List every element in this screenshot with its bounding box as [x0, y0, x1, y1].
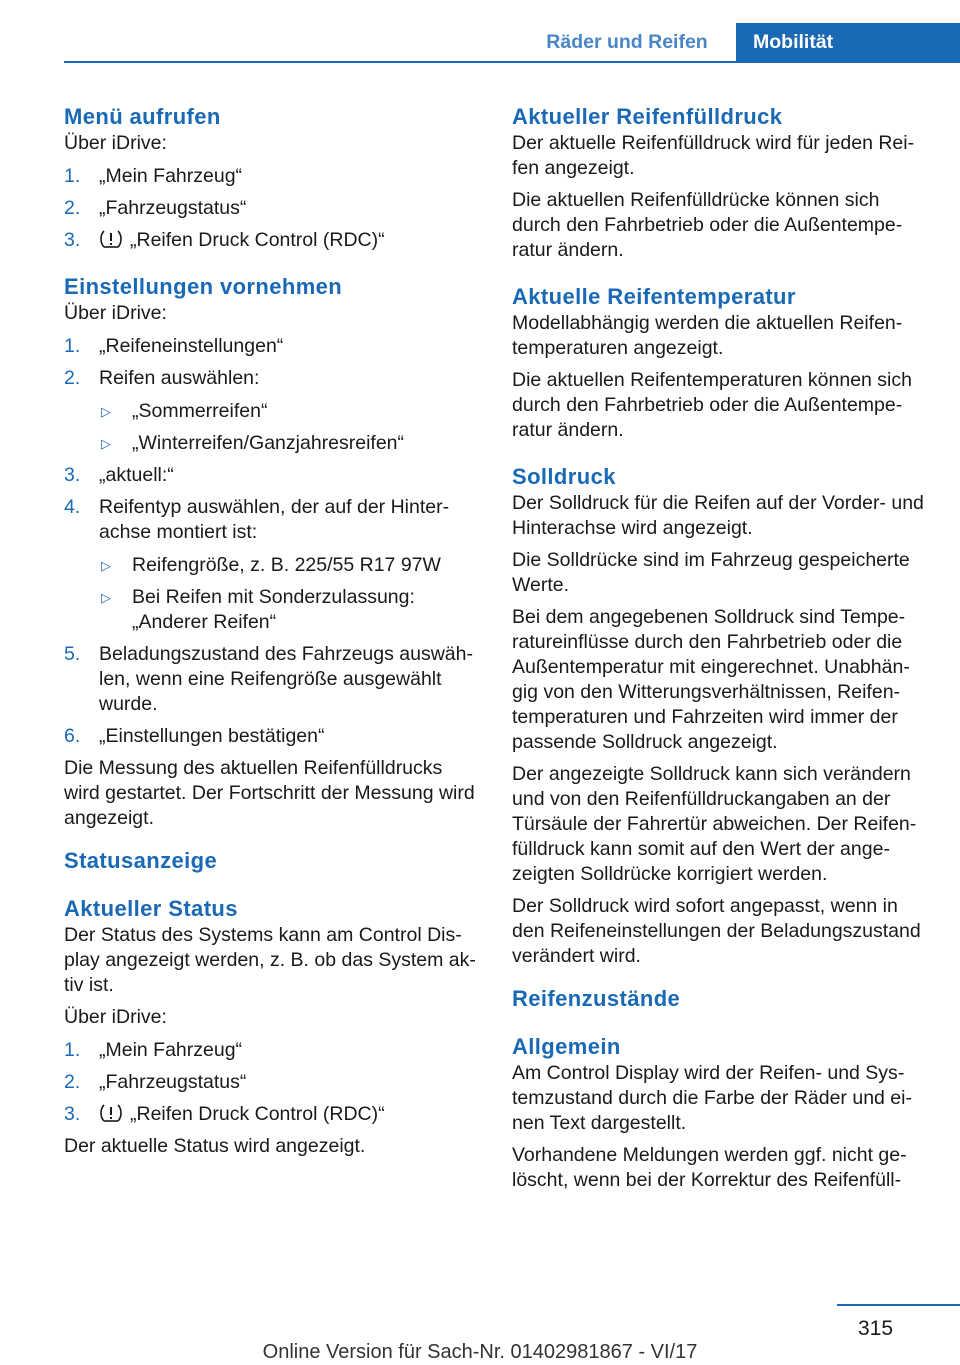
measurement-text: Die Messung des aktuellen Reifenfülldrucks wird gestartet. Der Fortschritt der Messung wird angezeigt. [64, 757, 475, 829]
list-item: 4. Reifentyp auswählen, der auf der Hinterachse montiert ist: ▷ Reifengröße, z. B. 225/55 R17 97W ▷ Bei Reifen mit Sonderzulassung: „Anderer Reifen“ [64, 495, 476, 635]
settings-intro: Über iDrive: [64, 302, 167, 324]
list-item: 2. „Fahrzeugstatus“ [64, 1071, 247, 1093]
list-item: 5. Beladungszustand des Fahrzeugs auswählen, wenn eine Reifengröße ausgewählt wurde. [64, 643, 473, 715]
list-item: 3. „Reifen Druck Control (RDC)“ [64, 229, 385, 251]
temperature-paragraph-2: Die aktuellen Reifentemperaturen können sich durch den Fahrbetrieb oder die Außentemperatur ändern. [512, 369, 912, 441]
triangle-bullet-icon: ▷ [101, 558, 111, 573]
general-paragraph-2: Vorhandene Meldungen werden ggf. nicht gelöscht, wenn bei der Korrektur des Reifenfüll- [512, 1144, 907, 1191]
temperature-paragraph-1: Modellabhängig werden die aktuellen Reifentemperaturen angezeigt. [512, 312, 903, 359]
pressure-paragraph-2: Die aktuellen Reifenfülldrücke können sich durch den Fahrbetrieb oder die Außentemperatur ändern. [512, 189, 903, 261]
target-paragraph-4: Der angezeigte Solldruck kann sich verändern und von den Reifenfülldruckangaben an der Türsäule der Fahrertür abweichen. Der Reifenfülldruck kann somit auf den Wert der angezeigten Solldrücke korrigiert werden. [512, 763, 917, 885]
triangle-bullet-icon: ▷ [101, 590, 111, 605]
list-item: ▷ „Winterreifen/Ganzjahresreifen“ [101, 432, 405, 454]
heading-reifenzustaende: Reifenzustände [512, 986, 681, 1011]
target-paragraph-3: Bei dem angegebenen Solldruck sind Temperatureinflüsse durch den Fahrbetrieb oder die Außentemperatur mit eingerechnet. Unabhängig von den Witterungsverhältnissen, Reifentemperaturen und Fahrzeiten wird immer der passende Solldruck angezeigt. [512, 606, 910, 753]
pressure-paragraph-1: Der aktuelle Reifenfülldruck wird für jeden Reifen angezeigt. [512, 132, 915, 179]
target-paragraph-1: Der Solldruck für die Reifen auf der Vorder- und Hinterachse wird angezeigt. [512, 492, 924, 539]
tire-size-options [99, 553, 476, 635]
list-item: 3. „aktuell:“ [64, 464, 174, 486]
heading-aktueller-reifenfuelldruck: Aktueller Reifenfülldruck [512, 104, 783, 129]
list-item: 6. „Einstellungen bestätigen“ [64, 725, 325, 747]
settings-steps-list [64, 334, 476, 749]
online-version-note: Online Version für Sach-Nr. 01402981867 - VI/17 [262, 1341, 698, 1363]
general-paragraph-1: Am Control Display wird der Reifen- und Systemzustand durch die Farbe der Räder und einen Text dargestellt. [512, 1062, 912, 1134]
heading-einstellungen: Einstellungen vornehmen [64, 274, 343, 299]
list-item: 1. „Mein Fahrzeug“ [64, 165, 243, 187]
status-shown-text: Der aktuelle Status wird angezeigt. [64, 1135, 366, 1157]
current-status-text: Der Status des Systems kann am Control Display angezeigt werden, z. B. ob das System aktiv ist. [64, 924, 476, 996]
menu-steps-list [64, 164, 476, 253]
list-item: ▷ Bei Reifen mit Sonderzulassung: „Anderer Reifen“ [101, 586, 415, 633]
menu-intro: Über iDrive: [64, 132, 167, 154]
list-item: 1. „Mein Fahrzeug“ [64, 1039, 243, 1061]
list-item: 3. „Reifen Druck Control (RDC)“ [64, 1103, 385, 1125]
footer-rule [837, 1304, 960, 1306]
status-steps-list [64, 1038, 476, 1127]
list-item: 2. Reifen auswählen: ▷ „Sommerreifen“ ▷ „Winterreifen/Ganzjahresreifen“ [64, 366, 476, 456]
list-item: ▷ „Sommerreifen“ [101, 400, 268, 422]
triangle-bullet-icon: ▷ [101, 404, 111, 419]
left-column [64, 103, 476, 1166]
heading-menu-aufrufen: Menü aufrufen [64, 104, 221, 129]
list-item: ▷ Reifengröße, z. B. 225/55 R17 97W [101, 554, 441, 576]
heading-aktueller-status: Aktueller Status [64, 896, 238, 921]
heading-solldruck: Solldruck [512, 464, 616, 489]
status-intro: Über iDrive: [64, 1006, 167, 1028]
list-item: 1. „Reifeneinstellungen“ [64, 335, 284, 357]
tire-pressure-warning-icon [99, 1103, 123, 1123]
heading-statusanzeige: Statusanzeige [64, 848, 218, 873]
target-paragraph-5: Der Solldruck wird sofort angepasst, wenn in den Reifeneinstellungen der Beladungszustand verändert wird. [512, 895, 921, 967]
header-section-title: Räder und Reifen [546, 30, 708, 53]
tire-type-options [99, 399, 476, 456]
list-item: 2. „Fahrzeugstatus“ [64, 197, 247, 219]
header-chapter-tab: Mobilität [736, 23, 960, 61]
target-paragraph-2: Die Solldrücke sind im Fahrzeug gespeicherte Werte. [512, 549, 910, 596]
heading-aktuelle-reifentemperatur: Aktuelle Reifentemperatur [512, 284, 796, 309]
heading-allgemein: Allgemein [512, 1034, 621, 1059]
right-column [512, 103, 926, 1200]
tire-pressure-warning-icon [99, 229, 123, 249]
header-rule [64, 61, 960, 63]
triangle-bullet-icon: ▷ [101, 436, 111, 451]
page-number: 315 [858, 1317, 894, 1340]
